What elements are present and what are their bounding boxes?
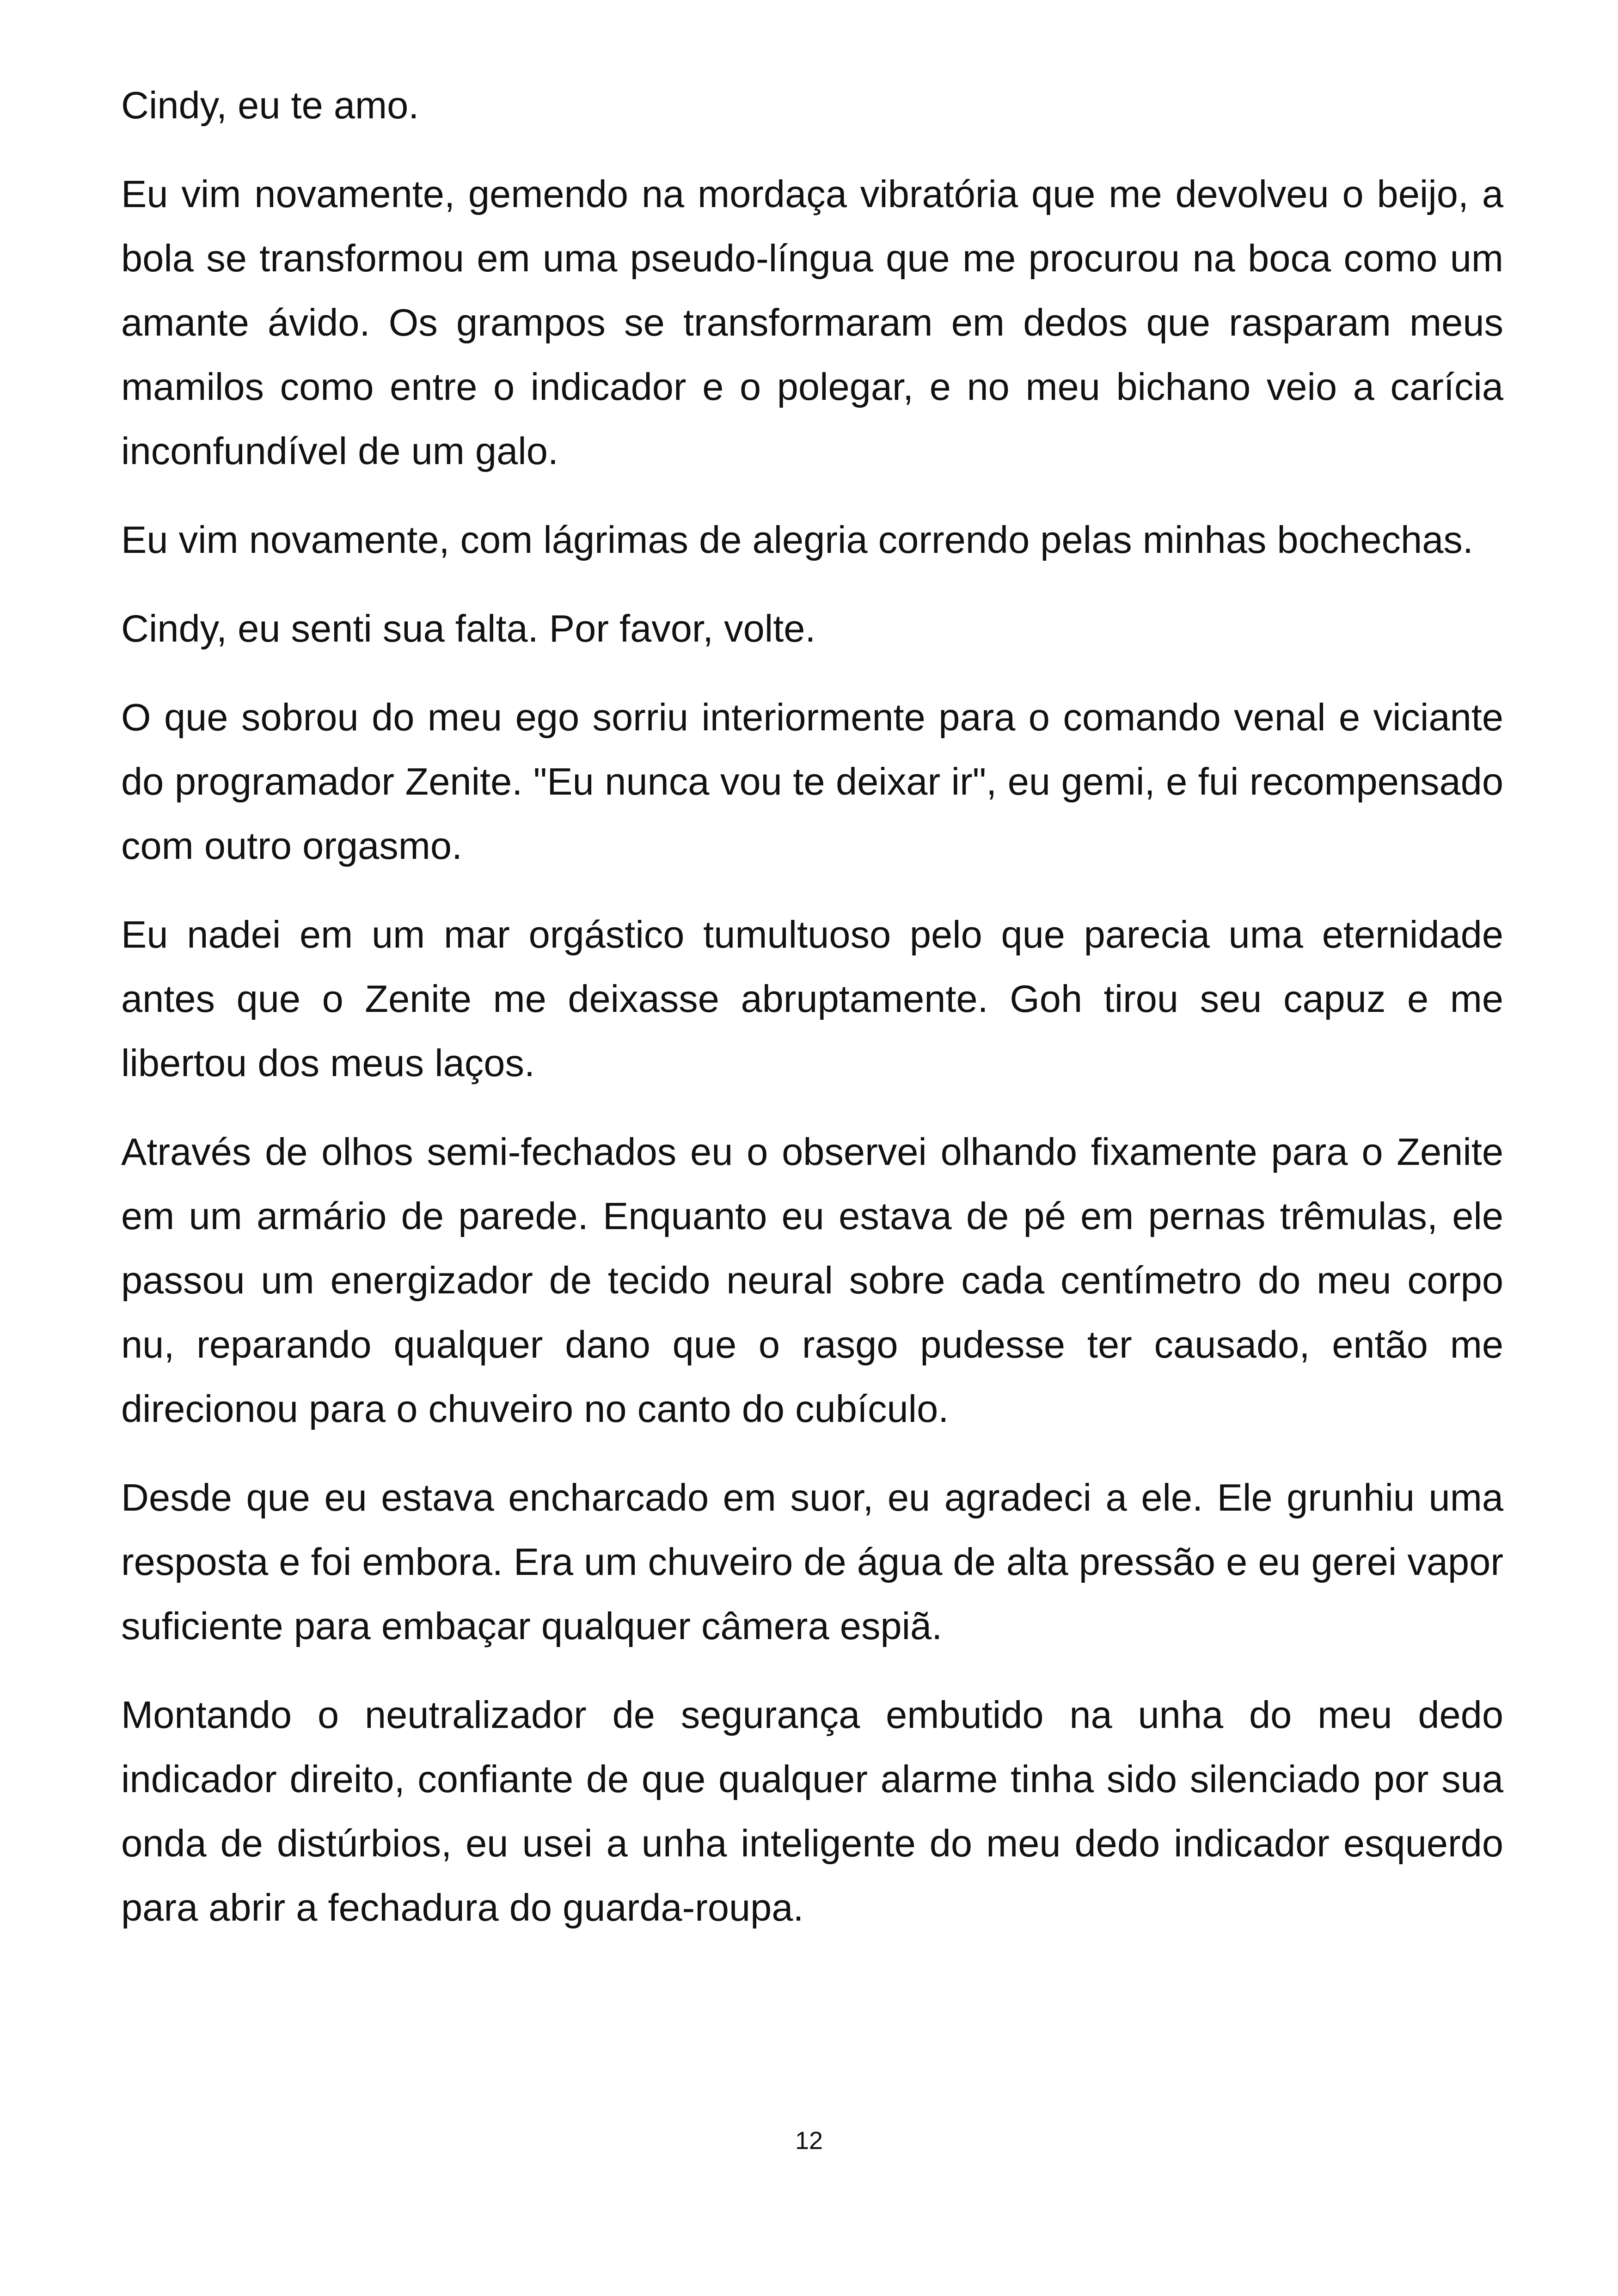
paragraph: Através de olhos semi-fechados eu o observei olhando fixamente para o Zenite em um armário de parede. Enquanto eu estava de pé em pernas trêmulas, ele passou um energizador de tecido neural sobre cada centímetro do meu corpo nu, reparando qualquer dano que o rasgo pudesse ter causado, então me direcionou para o chuveiro no canto do cubículo. [121, 1130, 1503, 1430]
paragraph: Montando o neutralizador de segurança embutido na unha do meu dedo indicador direito, confiante de que qualquer alarme tinha sido silenciado por sua onda de distúrbios, eu usei a unha inteligente do meu dedo indicador esquerdo para abrir a fechadura do guarda-roupa. [121, 1693, 1503, 1929]
paragraph: Eu vim novamente, com lágrimas de alegria correndo pelas minhas bochechas. [121, 518, 1473, 561]
paragraph: Eu nadei em um mar orgástico tumultuoso pelo que parecia uma eternidade antes que o Zenite me deixasse abruptamente. Goh tirou seu capuz e me libertou dos meus laços. [121, 913, 1503, 1084]
paragraph: Eu vim novamente, gemendo na mordaça vibratória que me devolveu o beijo, a bola se transformou em uma pseudo-língua que me procurou na boca como um amante ávido. Os grampos se transformaram em dedos que rasparam meus mamilos como entre o indicador e o polegar, e no meu bichano veio a carícia inconfundível de um galo. [121, 172, 1503, 472]
paragraph: Cindy, eu te amo. [121, 84, 419, 127]
paragraph: O que sobrou do meu ego sorriu interiormente para o comando venal e viciante do programador Zenite. "Eu nunca vou te deixar ir", eu gemi, e fui recompensado com outro orgasmo. [121, 696, 1503, 867]
paragraph: Cindy, eu senti sua falta. Por favor, volte. [121, 607, 816, 650]
page-number: 12 [795, 2127, 823, 2155]
paragraph: Desde que eu estava encharcado em suor, eu agradeci a ele. Ele grunhiu uma resposta e foi embora. Era um chuveiro de água de alta pressão e eu gerei vapor suficiente para embaçar qualquer câmera espiã. [121, 1476, 1503, 1647]
body-text [121, 73, 1503, 1964]
